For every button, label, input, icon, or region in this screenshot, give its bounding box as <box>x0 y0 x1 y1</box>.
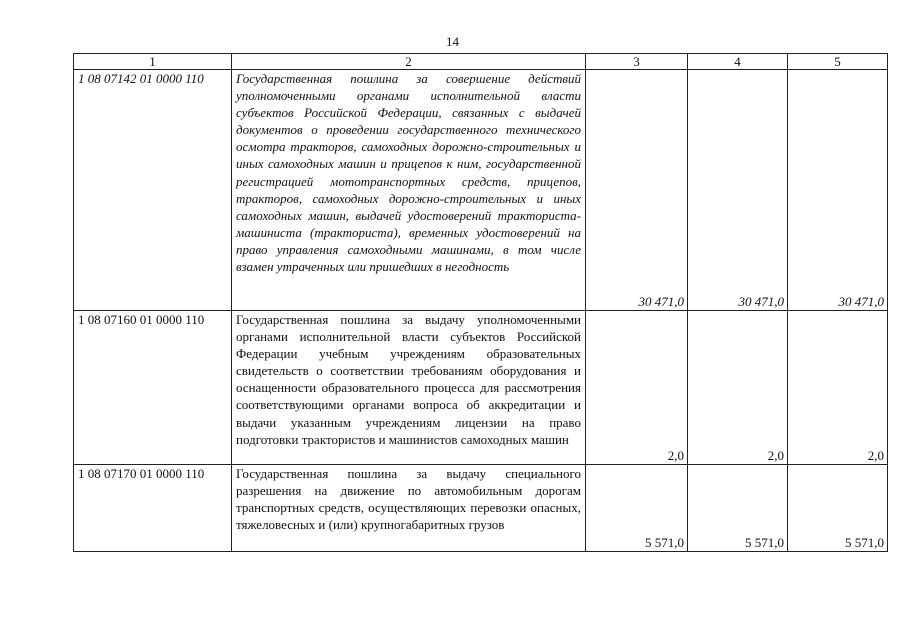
column-header-5: 5 <box>788 54 888 70</box>
row-value-col5: 30 471,0 <box>788 70 888 311</box>
table-row <box>74 311 888 465</box>
row-value-col3: 30 471,0 <box>586 70 688 311</box>
column-header-1: 1 <box>74 54 232 70</box>
row-value-col5: 5 571,0 <box>788 465 888 552</box>
row-code: 1 08 07170 01 0000 110 <box>74 465 232 552</box>
row-value-col4: 5 571,0 <box>688 465 788 552</box>
row-value-col4: 2,0 <box>688 311 788 465</box>
table-row <box>74 465 888 552</box>
column-header-4: 4 <box>688 54 788 70</box>
row-name: Государственная пошлина за выдачу уполномоченными органами исполнительной власти субъектов Российской Федерации учебным учреждениям образовательных свидетельств о соответствии требованиям оборудования и оснащенности образовательного процесса для рассмотрения соответствующими органами вопроса об аккредитации и выдачи указанным учреждениям лицензии на право подготовки трактористов и машинистов самоходных машин <box>232 311 586 465</box>
row-name: Государственная пошлина за совершение действий уполномоченными органами исполнительной власти субъектов Российской Федерации, связанных с выдачей документов о проведении государственного технического осмотра тракторов, самоходных дорожно-строительных и иных самоходных машин и прицепов к ним, государственной регистрацией мототранспортных средств, прицепов, тракторов, самоходных дорожно-строительных и иных самоходных машин, выдачей удостоверений тракториста-машиниста (тракториста), временных удостоверений на право управления самоходными машинами, в том числе взамен утраченных или пришедших в негодность <box>232 70 586 311</box>
column-header-3: 3 <box>586 54 688 70</box>
column-header-2: 2 <box>232 54 586 70</box>
row-code: 1 08 07142 01 0000 110 <box>74 70 232 311</box>
row-code: 1 08 07160 01 0000 110 <box>74 311 232 465</box>
row-value-col5: 2,0 <box>788 311 888 465</box>
row-name: Государственная пошлина за выдачу специального разрешения на движение по автомобильным дорогам транспортных средств, осуществляющих перевозки опасных, тяжеловесных и (или) крупногабаритных грузов <box>232 465 586 552</box>
table-row <box>74 70 888 311</box>
page-number: 14 <box>446 34 459 49</box>
column-header-row <box>74 54 888 70</box>
revenue-table <box>73 53 888 552</box>
row-value-col4: 30 471,0 <box>688 70 788 311</box>
row-value-col3: 5 571,0 <box>586 465 688 552</box>
row-value-col3: 2,0 <box>586 311 688 465</box>
